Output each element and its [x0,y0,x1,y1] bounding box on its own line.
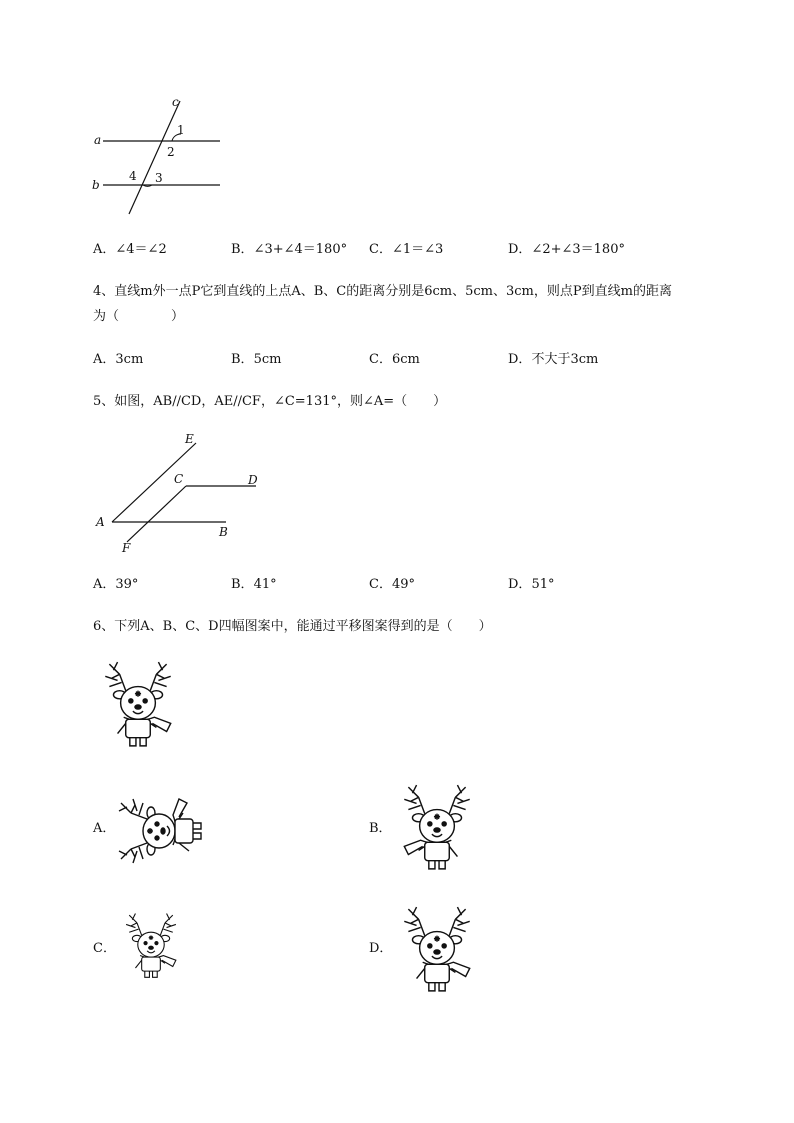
q4-option-a[interactable]: A．3cm [93,352,144,367]
q4-option-c[interactable]: C．6cm [369,352,420,367]
q6-choice-d-deer-translated[interactable] [394,905,480,997]
q5-option-b[interactable]: B．41° [231,577,277,592]
original-deer-pattern [93,660,183,752]
label-angle-3: 3 [155,171,163,185]
q3-option-a[interactable]: A．∠4＝∠2 [93,242,167,257]
q5-option-a[interactable]: A．39° [93,577,139,592]
angle-figure-q5 [90,428,270,560]
label-b: b [92,178,100,192]
q5-option-d[interactable]: D．51° [508,577,555,592]
parallel-lines-figure [88,94,228,219]
q4-option-d[interactable]: D．不大于3cm [508,352,599,367]
q6-choice-a-deer-rotated[interactable] [116,786,208,876]
q4-stem-line2: 为（ ） [93,309,185,324]
segment-ae [112,443,196,522]
q6-choice-c-deer-small[interactable] [118,912,184,982]
label-B: B [219,525,228,539]
q5-stem: 5、如图，AB//CD，AE//CF，∠C=131°，则∠A=（ ） [93,394,447,409]
q6-choice-c-label[interactable]: C． [93,941,116,956]
q5-option-c[interactable]: C．49° [369,577,415,592]
label-C: C [174,472,184,486]
label-A: A [96,515,105,529]
label-c: c [172,95,179,109]
q4-stem-line1: 4、直线m外一点P它到直线的上点A、B、C的距离分别是6cm、5cm、3cm，则点P到直线m的距离 [93,284,672,299]
label-a: a [94,133,102,147]
q6-choice-a-label[interactable]: A． [93,821,116,836]
q4-option-b[interactable]: B．5cm [231,352,282,367]
q6-choice-d-label[interactable]: D． [369,941,393,956]
label-angle-2: 2 [167,145,175,159]
q3-option-c[interactable]: C．∠1＝∠3 [369,242,444,257]
label-D: D [248,473,258,487]
q6-stem: 6、下列A、B、C、D四幅图案中，能通过平移图案得到的是（ ） [93,619,492,634]
label-E: E [185,432,194,446]
q6-choice-b-label[interactable]: B． [369,821,392,836]
q3-option-b[interactable]: B．∠3+∠4＝180° [231,242,348,257]
segment-cf [127,486,186,542]
q3-option-d[interactable]: D．∠2+∠3＝180° [508,242,625,257]
label-F: F [122,541,131,555]
label-angle-4: 4 [129,169,137,183]
label-angle-1: 1 [177,123,185,137]
q6-choice-b-deer-mirrored[interactable] [394,783,480,875]
